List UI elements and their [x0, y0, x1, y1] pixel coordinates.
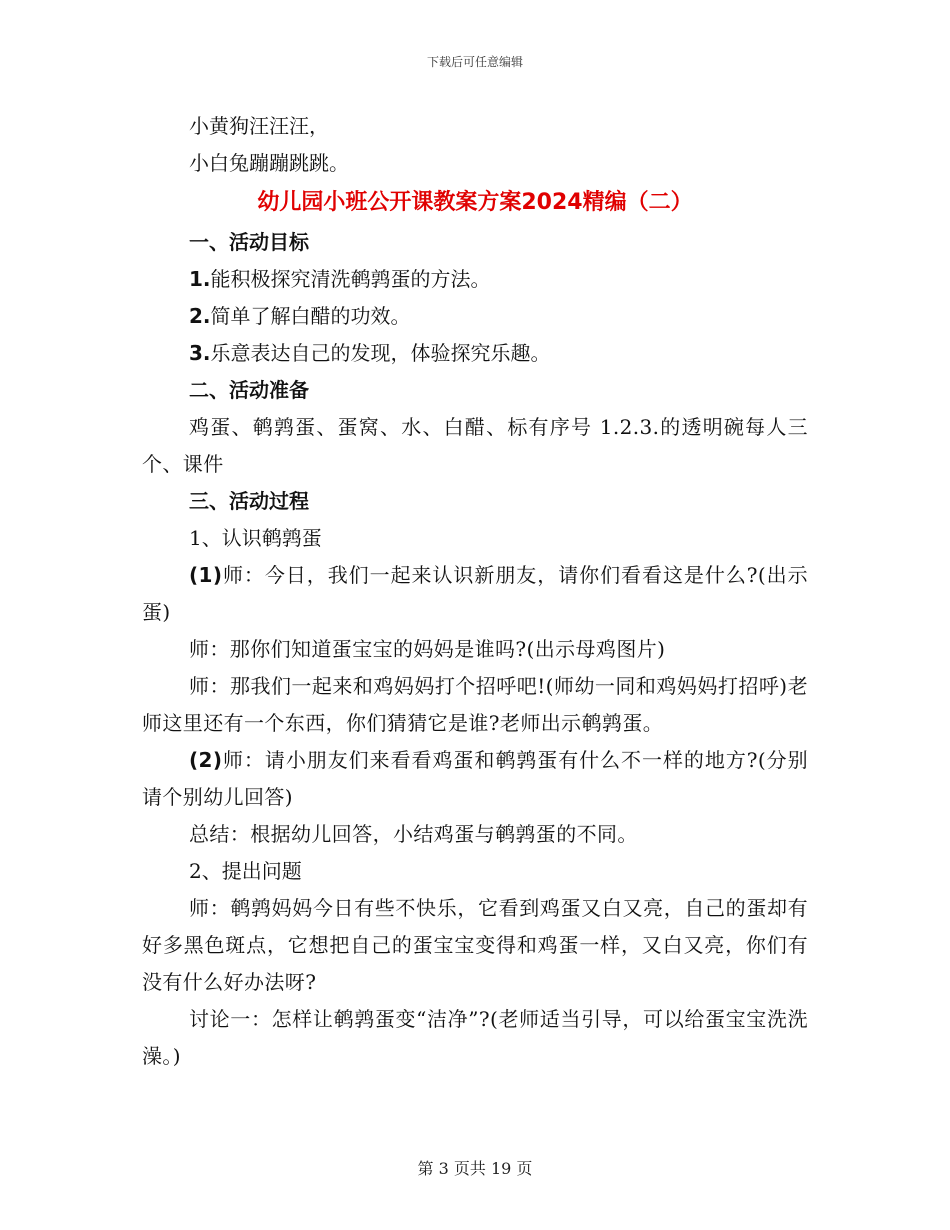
goal-text-1: 能积极探究清洗鹌鹑蛋的方法。: [210, 267, 491, 291]
discussion-paragraph: 讨论一：怎样让鹌鹑蛋变“洁净”?(老师适当引导，可以给蛋宝宝洗洗澡。): [142, 1007, 808, 1068]
goal-item-1: [142, 261, 808, 298]
paragraph-number-1: (1): [189, 563, 223, 587]
question-paragraph: 师：鹌鹑妈妈今日有些不快乐，它看到鸡蛋又白又亮，自己的蛋却有好多黑色斑点，它想把自己的蛋宝宝变得和鸡蛋一样，又白又亮，你们有没有什么好办法呀?: [142, 896, 808, 994]
summary-paragraph: 总结：根据幼儿回答，小结鸡蛋与鹌鹑蛋的不同。: [189, 822, 638, 846]
paragraph-text-4: 师：请小朋友们来看看鸡蛋和鹌鹑蛋有什么不一样的地方?(分别请个别幼儿回答): [142, 748, 808, 809]
process-paragraph-1: [142, 557, 808, 631]
goal-item-2: [142, 298, 808, 335]
goal-number-1: 1.: [189, 267, 211, 291]
goal-text-3: 乐意表达自己的发现，体验探究乐趣。: [210, 341, 551, 365]
poem-line-1: 小黄狗汪汪汪，: [189, 114, 329, 138]
goal-text-2: 简单了解白醋的功效。: [210, 304, 411, 328]
poem-line-2: 小白兔蹦蹦跳跳。: [189, 151, 349, 175]
subheading-question: 2、提出问题: [189, 859, 302, 883]
document-body: [142, 108, 808, 1075]
goal-item-3: [142, 335, 808, 372]
section-heading-process: 三、活动过程: [189, 489, 309, 513]
subheading-recognize: 1、认识鹌鹑蛋: [189, 526, 322, 550]
section-heading-preparation: 二、活动准备: [189, 378, 309, 402]
paragraph-number-2: (2): [189, 748, 223, 772]
process-paragraph-3: 师：那我们一起来和鸡妈妈打个招呼吧!(师幼一同和鸡妈妈打招呼)老师这里还有一个东西，你们猜猜它是谁?老师出示鹌鹑蛋。: [142, 674, 808, 735]
goal-number-3: 3.: [189, 341, 211, 365]
section-heading-goals: 一、活动目标: [189, 230, 309, 254]
paragraph-text-1: 师：今日，我们一起来认识新朋友，请你们看看这是什么?(出示蛋): [142, 563, 808, 624]
document-title: 幼儿园小班公开课教案方案2024精编（二）: [257, 190, 693, 215]
page-footer: 第 3 页共 19 页: [417, 1159, 533, 1178]
goal-number-2: 2.: [189, 304, 211, 328]
page-header: 下载后可任意编辑: [426, 55, 523, 69]
process-paragraph-4: [142, 742, 808, 816]
process-paragraph-2: 师：那你们知道蛋宝宝的妈妈是谁吗?(出示母鸡图片): [189, 637, 666, 661]
preparation-paragraph: 鸡蛋、鹌鹑蛋、蛋窝、水、白醋、标有序号 1.2.3.的透明碗每人三个、课件: [142, 415, 808, 476]
